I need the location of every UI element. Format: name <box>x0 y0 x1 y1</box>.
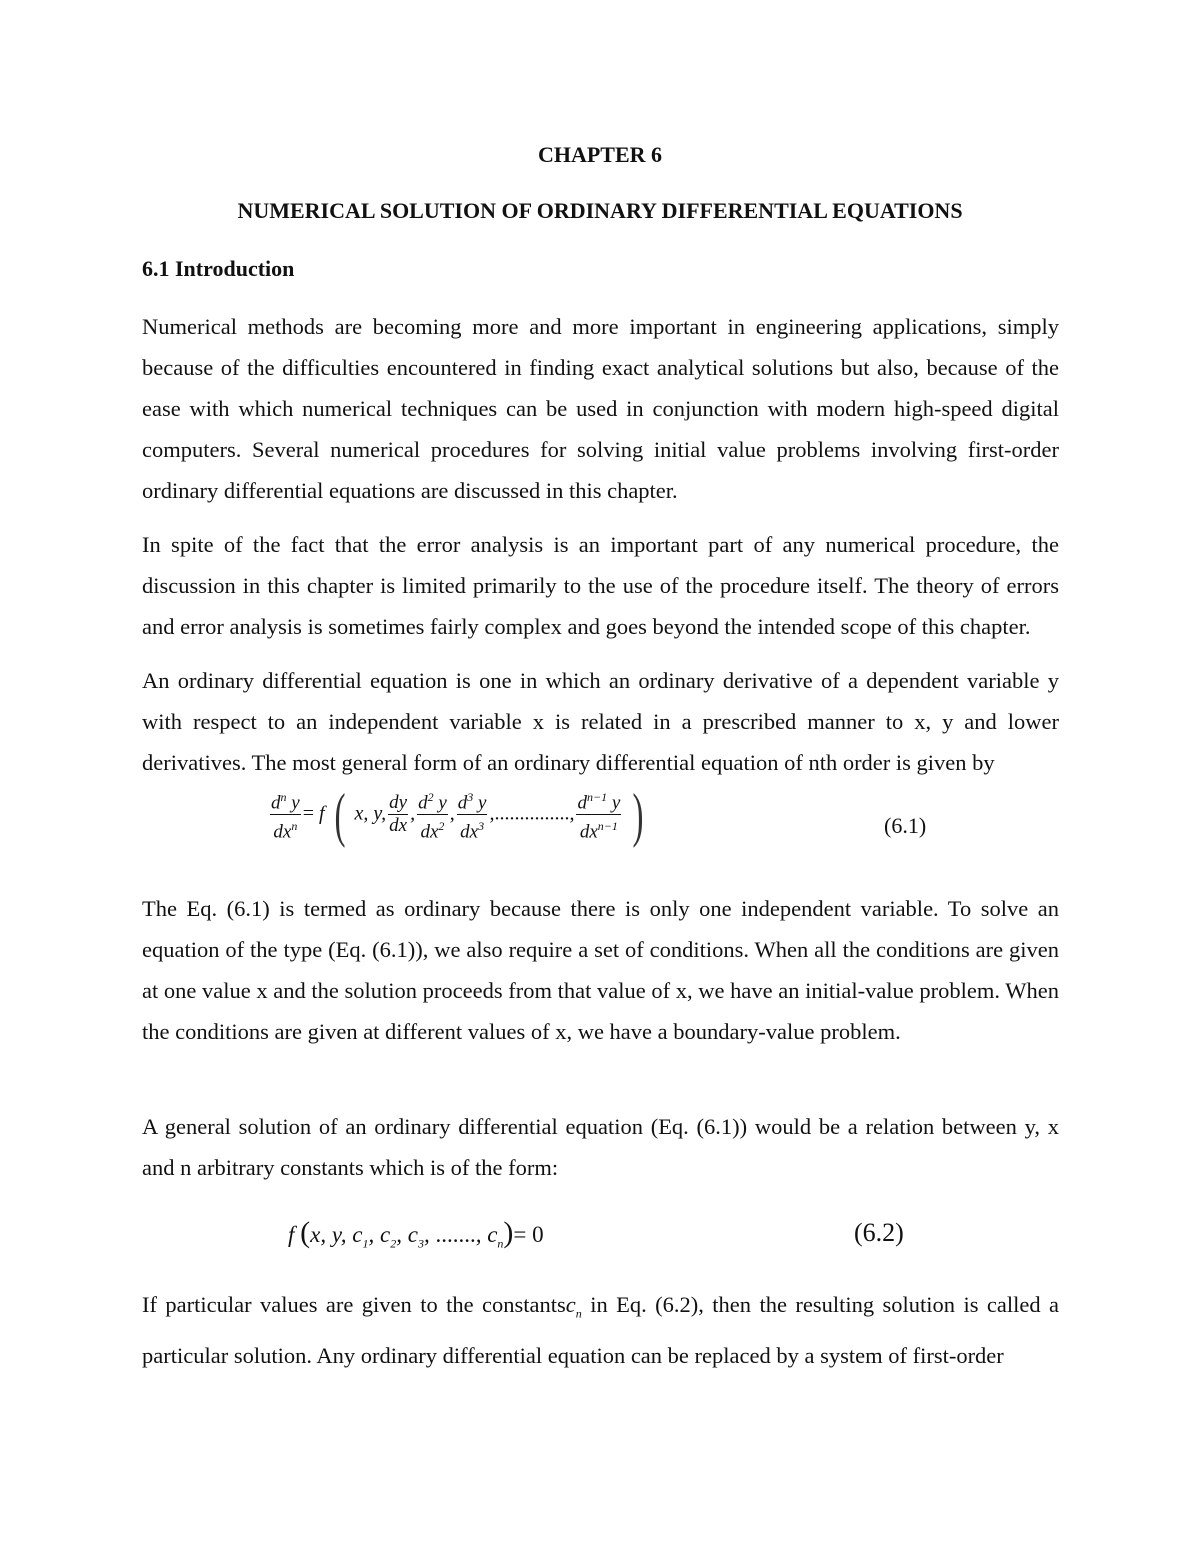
equation-6-2: f (x, y, $c_1$, $c_2$, $c_3$, ......., $c_n)= 0$ <box>288 1216 544 1251</box>
paragraph-ode-types: The Eq. (6.1) is termed as ordinary because there is only one independent variable. To solve an equation of the type (Eq. (6.1)), we also require a set of conditions. When all the conditions are given at one value x and the solution proceeds from that value of x, we have an initial-value problem. When the conditions are given at different values of x, we have a boundary-value problem. <box>142 896 1059 1044</box>
paragraph-intro: Numerical methods are becoming more and more important in engineering applications, simply because of the difficulties encountered in finding exact analytical solutions but also, because of the ease with which numerical techniques can be used in conjunction with modern high-speed digital computers. Several numerical procedures for solving initial value problems involving first-order ordinary differential equations are discussed in this chapter. <box>142 314 1059 503</box>
paragraph-particular-solution-start: If particular values are given to the constants <box>142 1292 566 1317</box>
chapter-title: CHAPTER 6 <box>537 142 663 167</box>
constant-cn-symbol: $c_n$ <box>565 1292 582 1321</box>
equation-number-6-1: (6.1) <box>884 813 927 838</box>
equation-number-6-2: (6.2) <box>854 1218 904 1247</box>
paragraph-particular-solution <box>142 1284 1059 1376</box>
paragraph-particular-solution-end: in Eq. (6.2), then the resulting solution is called a particular solution. Any ordinary differential equation can be replaced by a system of first-order <box>142 1292 1059 1368</box>
section-heading: 6.1 Introduction <box>142 256 295 281</box>
equation-6-1: $\frac{d^n y}{dx^n}$ = f ( x, y, $\frac{dy}{dx}$ , $\frac{d^2 y}{dx^2}$ , $\frac{d^3 y}{dx^3}$ ,..............., $\frac{d^{n-1} y}{dx^{n-1}}$ ) <box>271 781 644 848</box>
paragraph-general-solution: A general solution of an ordinary differential equation (Eq. (6.1)) would be a relation between y, x and n arbitrary constants which is of the form: <box>142 1114 1059 1180</box>
paragraph-ode-definition: An ordinary differential equation is one in which an ordinary derivative of a dependent variable y with respect to an independent variable x is related in a prescribed manner to x, y and lower derivatives. The most general form of an ordinary differential equation of nth order is given by <box>142 668 1059 775</box>
paragraph-error-analysis: In spite of the fact that the error analysis is an important part of any numerical procedure, the discussion in this chapter is limited primarily to the use of the procedure itself. The theory of errors and error analysis is sometimes fairly complex and goes beyond the intended scope of this chapter. <box>142 532 1059 639</box>
chapter-subtitle: NUMERICAL SOLUTION OF ORDINARY DIFFERENTIAL EQUATIONS <box>237 198 963 223</box>
